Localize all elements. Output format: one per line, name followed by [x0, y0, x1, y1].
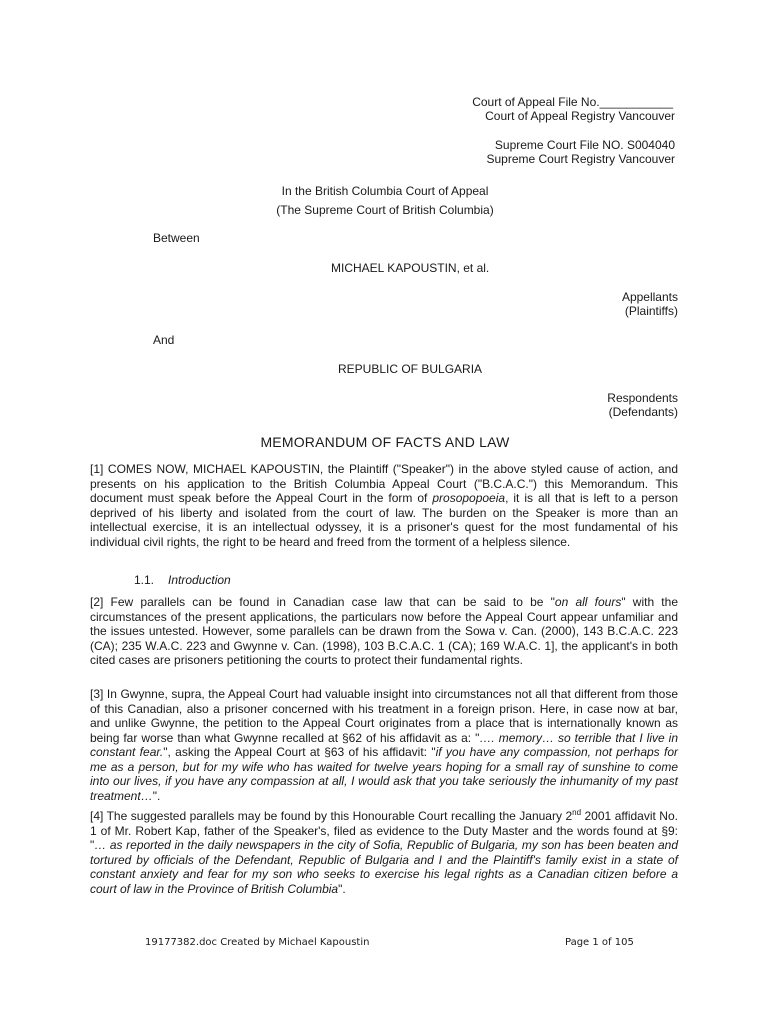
supreme-court-file-no: Supreme Court File NO. S004040 — [494, 138, 675, 152]
paragraph-3-text-mid: ", asking the Appeal Court at §63 of his affidavit: " — [163, 745, 436, 759]
appellant-role-plaintiffs: (Plaintiffs) — [624, 304, 678, 318]
paragraph-3-text: [3] In Gwynne, supra, the Appeal Court had valuable insight into circumstances not all that different from those of this Canadian, also a prisoner concerned with his treatment in a foreign prison. Here, in case now at bar, and unlike Gwynne, the petition to the Appeal Court originates from a place that is internationally known as being far worse than what Gwynne recalled at §62 of his affidavit as a: " — [90, 687, 678, 745]
memorandum-title: MEMORANDUM OF FACTS AND LAW — [260, 434, 510, 450]
paragraph-4-ordinal: nd — [572, 808, 582, 817]
footer-page-number: Page 1 of 105 — [565, 937, 634, 948]
paragraph-1-text: [1] COMES NOW, MICHAEL KAPOUSTIN, the Plaintiff ("Speaker") in the above styled cause of action, and presents on his application to the British Columbia Appeal Court ("B.C.A.C.") this Memorandum. This document must speak before the Appeal Court in the form of — [90, 462, 678, 505]
court-line-1: In the British Columbia Court of Appeal — [281, 184, 489, 198]
appellant-role: Appellants — [621, 290, 678, 304]
paragraph-2-text: [2] Few parallels can be found in Canadian case law that can be said to be " — [90, 595, 555, 609]
paragraph-2 — [90, 595, 678, 668]
court-of-appeal-registry: Court of Appeal Registry Vancouver — [485, 109, 675, 123]
paragraph-4-quote: … as reported in the daily newspapers in the city of Sofia, Republic of Bulgaria, my son has been beaten and tortured by officials of the Defendant, Republic of Bulgaria and I and the Plaintiff's family exist in a state of constant anxiety and fear for my son who seeks to exercise his legal rights as a Canadian citizen before a court of law in the Province of British Columbia — [90, 838, 678, 896]
paragraph-2-italic: on all fours — [554, 595, 622, 609]
respondent-role-defendants: (Defendants) — [608, 405, 678, 419]
court-line-2: (The Supreme Court of British Columbia) — [276, 203, 494, 217]
paragraph-1-text-end: , it is all that is left to a person deprived of his liberty and isolated from the court of law. The burden on the Speaker is more than an intellectual exercise, it is an intellectual odyssey, it is a prisoner's quest for the most fundamental of his individual civil rights, the right to be heard and freed from the torment of a helpless silence. — [90, 491, 679, 549]
paragraph-3-quote-2: if you have any compassion, not perhaps for me as a person, but for my wife who has waited for twelve years hoping for a small ray of sunshine to come into our lives, if you have any compassion at all, I would ask that you take seriously the inhumanity of my past treatment… — [90, 745, 678, 803]
paragraph-4-text-end: ". — [338, 881, 346, 896]
footer-filename: 19177382.doc Created by Michael Kapoustin — [145, 937, 370, 948]
court-of-appeal-file-no: Court of Appeal File No.___________ — [472, 95, 673, 109]
appellant-name: MICHAEL KAPOUSTIN, et al. — [331, 261, 490, 275]
paragraph-3-text-end: ". — [152, 788, 161, 803]
paragraph-4 — [90, 809, 678, 896]
section-title: Introduction — [168, 573, 231, 587]
section-number: 1.1. — [134, 573, 155, 587]
paragraph-1-italic: prosopopoeia — [432, 491, 506, 505]
supreme-court-registry: Supreme Court Registry Vancouver — [486, 152, 675, 166]
respondent-role: Respondents — [607, 391, 678, 405]
between-label: Between — [153, 231, 200, 245]
and-label: And — [153, 333, 175, 347]
paragraph-3-quote-1: …. memory… so terrible that I live in constant fear. — [90, 730, 678, 759]
paragraph-4-text-mid: 2001 affidavit No. 1 of Mr. Robert Kap, father of the Speaker's, filed as evidence to the Duty Master and the words found at §9: " — [90, 809, 678, 852]
paragraph-1 — [90, 462, 678, 549]
paragraph-4-text: [4] The suggested parallels may be found by this Honourable Court recalling the January 2 — [90, 809, 573, 823]
paragraph-2-text-end: " with the circumstances of the present applications, the particulars now before the Appeal Court appear unfamiliar and the issues untested. However, some parallels can be drawn from the Sowa v. Can. (2000), 143 B.C.A.C. 223 (CA); 235 W.A.C. 223 and Gwynne v. Can. (1998), 103 B.C.A.C. 1 (CA); 169 W.A.C. 1], the applicant's in both cited cases are prisoners petitioning the courts to protect their fundamental rights. — [90, 595, 678, 667]
respondent-name: REPUBLIC OF BULGARIA — [338, 362, 483, 376]
paragraph-3 — [90, 687, 678, 803]
